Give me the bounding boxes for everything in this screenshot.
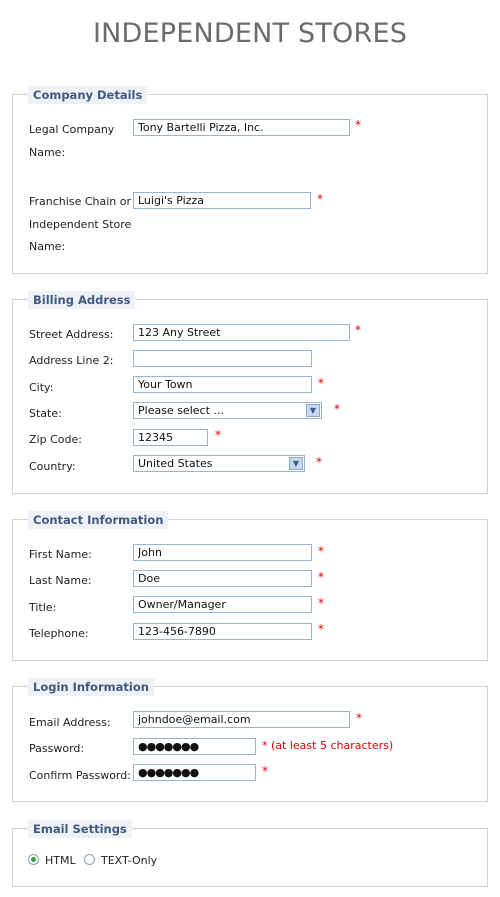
state-select-value: Please select ...	[138, 404, 224, 417]
company-details-legend: Company Details	[28, 86, 147, 104]
legal-name-label-line2: Name:	[29, 146, 66, 159]
billing-address-section	[12, 293, 488, 494]
zip-code-label: Zip Code:	[29, 433, 82, 446]
required-marker: *	[316, 455, 322, 469]
contact-information-legend: Contact Information	[28, 511, 168, 529]
confirm-password-label: Confirm Password:	[29, 769, 131, 782]
zip-code-input[interactable]	[133, 429, 208, 446]
billing-address-legend: Billing Address	[28, 291, 135, 309]
password-requirement-note: * (at least 5 characters)	[262, 739, 394, 752]
html-radio-label[interactable]: HTML	[45, 854, 76, 867]
telephone-label: Telephone:	[29, 627, 89, 640]
job-title-label: Title:	[29, 601, 57, 614]
page-title: INDEPENDENT STORES	[92, 18, 408, 49]
text-only-radio-label[interactable]: TEXT-Only	[101, 854, 158, 867]
required-marker: *	[334, 402, 340, 416]
city-input[interactable]	[133, 376, 312, 393]
password-input[interactable]	[133, 738, 256, 755]
chevron-down-icon[interactable]: ▼	[306, 404, 320, 417]
first-name-label: First Name:	[29, 548, 92, 561]
country-label: Country:	[29, 460, 76, 473]
confirm-password-input[interactable]	[133, 764, 256, 781]
contact-information-section	[12, 513, 488, 661]
address-line2-input[interactable]	[133, 350, 312, 367]
required-marker: *	[262, 764, 268, 778]
required-marker: *	[318, 376, 324, 390]
required-marker: *	[318, 570, 324, 584]
password-label: Password:	[29, 742, 85, 755]
legal-company-name-input[interactable]	[133, 119, 350, 136]
required-marker: *	[356, 711, 362, 725]
required-marker: *	[355, 118, 361, 132]
address-line2-label: Address Line 2:	[29, 354, 114, 367]
country-select-value: United States	[138, 457, 213, 470]
city-label: City:	[29, 381, 54, 394]
franchise-label-line2: Independent Store	[29, 218, 132, 231]
required-marker: *	[215, 428, 221, 442]
required-marker: *	[318, 544, 324, 558]
street-address-input[interactable]	[133, 324, 350, 341]
company-details-section	[12, 88, 488, 274]
franchise-name-input[interactable]	[133, 192, 311, 209]
last-name-label: Last Name:	[29, 574, 92, 587]
franchise-label-line3: Name:	[29, 240, 66, 253]
email-address-label: Email Address:	[29, 716, 111, 729]
required-marker: *	[355, 323, 361, 337]
country-select[interactable]	[133, 455, 305, 472]
job-title-input[interactable]	[133, 596, 312, 613]
legal-name-label-line1: Legal Company	[29, 123, 115, 136]
html-radio[interactable]	[28, 854, 39, 865]
chevron-down-icon[interactable]: ▼	[289, 457, 303, 470]
required-marker: *	[317, 192, 323, 206]
text-only-radio[interactable]	[84, 854, 95, 865]
email-settings-legend: Email Settings	[28, 820, 132, 838]
state-select[interactable]	[133, 402, 322, 419]
franchise-label-line1: Franchise Chain or	[29, 195, 132, 208]
login-information-section	[12, 680, 488, 802]
login-information-legend: Login Information	[28, 678, 154, 696]
email-address-input[interactable]	[133, 711, 350, 728]
telephone-input[interactable]	[133, 623, 312, 640]
street-address-label: Street Address:	[29, 328, 114, 341]
required-marker: *	[318, 622, 324, 636]
first-name-input[interactable]	[133, 544, 312, 561]
state-label: State:	[29, 407, 62, 420]
last-name-input[interactable]	[133, 570, 312, 587]
required-marker: *	[318, 596, 324, 610]
email-settings-section	[12, 822, 488, 887]
